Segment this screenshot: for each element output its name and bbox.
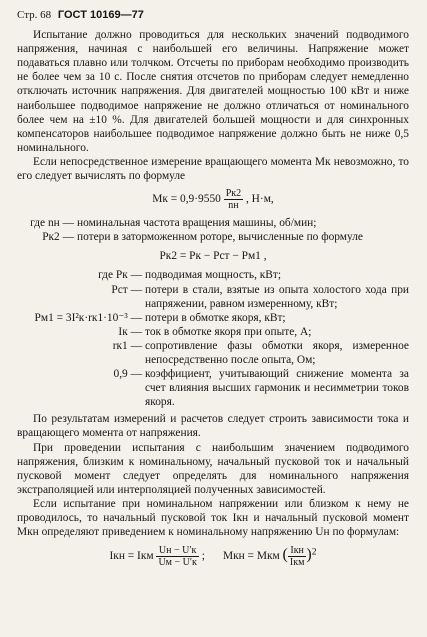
paragraph-test-procedure: Испытание должно проводиться для нескольких значений подводимого напряжения, начиная с наибольшей его величины. Напряжение может подаваться плавно или толчком. Отсчеты по приборам необходимо производить не более чем за 10 с. После снятия отсчетов по приборам следует немедленно отключать источник напряжения. Для двигателей мощностью 100 кВт и ниже наибольшее подводимое напряжение не должно отличаться от номинального более чем на ±10 %. Для двигателей большей мощности и для синхронных компенсаторов наибольшее подводимое напряжение должно быть не ниже 0,5 номинального.: [17, 29, 409, 154]
current-ratio-numerator: Iкн: [288, 545, 307, 557]
square-exponent: 2: [311, 547, 317, 558]
definition-symbol: Pм1 = 3I²к·rк1·10⁻³ —: [34, 311, 142, 324]
definition-text: потери в заторможенном роторе, вычисленные по формуле: [77, 231, 363, 244]
rotor-loss-formula: Pк2 = Pк − Pст − Pм1 ,: [159, 250, 267, 263]
standard-number: ГОСТ 10169—77: [57, 9, 144, 21]
starting-current-formula: [110, 545, 205, 568]
page-number: Стр. 68: [17, 9, 52, 21]
definition-symbol: 0,9 —: [113, 368, 142, 381]
definition-text: ток в обмотке якоря при опыте, А;: [145, 325, 312, 338]
torque-fraction-denominator: nн: [228, 200, 239, 212]
current-ratio-denominator: Iкм: [289, 557, 305, 569]
definition-row: [17, 339, 409, 367]
close-paren: ): [306, 546, 312, 564]
definition-text: потери в обмотке якоря, кВт;: [145, 311, 286, 324]
definition-row: [17, 230, 409, 244]
definition-row: [17, 311, 409, 325]
voltage-ratio-numerator: Uн − U′к: [156, 545, 198, 557]
definition-text: потери в стали, взятые из опыта холостого хода при напряжении, равном измеренному, кВт;: [145, 283, 409, 310]
definition-text: коэффициент, учитывающий снижение момента за счет влияния высших гармоник и несимметрии токов якоря.: [145, 368, 409, 409]
open-paren: (: [282, 546, 288, 564]
current-ratio-fraction: [288, 545, 307, 568]
torque-formula-unit: , Н·м,: [245, 193, 274, 206]
page-header: [17, 8, 409, 22]
definition-row: [17, 268, 409, 282]
definition-symbol: Pк2 —: [42, 231, 74, 244]
definition-row: [17, 216, 409, 230]
document-page: [17, 8, 409, 574]
definition-symbol: где Pк —: [98, 269, 142, 282]
definition-symbol: Iк —: [118, 325, 142, 338]
torque-formula: [17, 188, 409, 211]
formula-separator: ;: [201, 550, 205, 563]
definition-symbol: где nн —: [30, 217, 74, 230]
definition-row: [17, 325, 409, 339]
paragraph-extrapolation: При проведении испытания с наибольшим значением подводимого напряжения, близким к номинальному, начальный пусковой ток и начальный пусковой момент следует определять для номинального напряжения экстраполяцией или интерполяцией полученных зависимостей.: [17, 441, 409, 496]
definition-symbol: Pст —: [111, 283, 142, 296]
voltage-ratio-fraction: [156, 545, 198, 568]
definition-row: [17, 367, 409, 409]
torque-formula-lhs: Mк = 0,9·9550: [152, 193, 221, 206]
torque-fraction: [224, 188, 243, 211]
definition-row: [17, 283, 409, 311]
starting-torque-formula: [223, 545, 317, 568]
paragraph-reduction: Если испытание при номинальном напряжении или близком к нему не проводилось, то начальный пусковой ток Iкн и начальный пусковой момент Mкн определяют приведением к номинальному напряжению Uн по формулам:: [17, 497, 409, 539]
starting-torque-lhs: Mкн = Mкм: [222, 550, 280, 563]
definitions-block-1: [17, 216, 409, 244]
voltage-ratio-denominator: Uм − U′к: [158, 557, 197, 569]
paragraph-plot-dependencies: По результатам измерений и расчетов следует строить зависимости тока и вращающего момента от напряжения.: [17, 413, 409, 440]
torque-fraction-numerator: Pк2: [225, 188, 242, 200]
definition-text: номинальная частота вращения машины, об/мин;: [77, 217, 317, 230]
paragraph-torque-calc: Если непосредственное измерение вращающего момента Mк невозможно, то его следует вычислять по формуле: [17, 155, 409, 183]
definition-symbol: rк1 —: [112, 339, 142, 352]
starting-current-lhs: Iкн = Iкм: [109, 550, 154, 563]
definition-text: подводимая мощность, кВт;: [145, 269, 282, 282]
definitions-block-2: [17, 268, 409, 409]
starting-current-torque-formulas: [17, 545, 409, 568]
definition-text: сопротивление фазы обмотки якоря, измеренное непосредственно после опыта, Ом;: [145, 339, 409, 366]
